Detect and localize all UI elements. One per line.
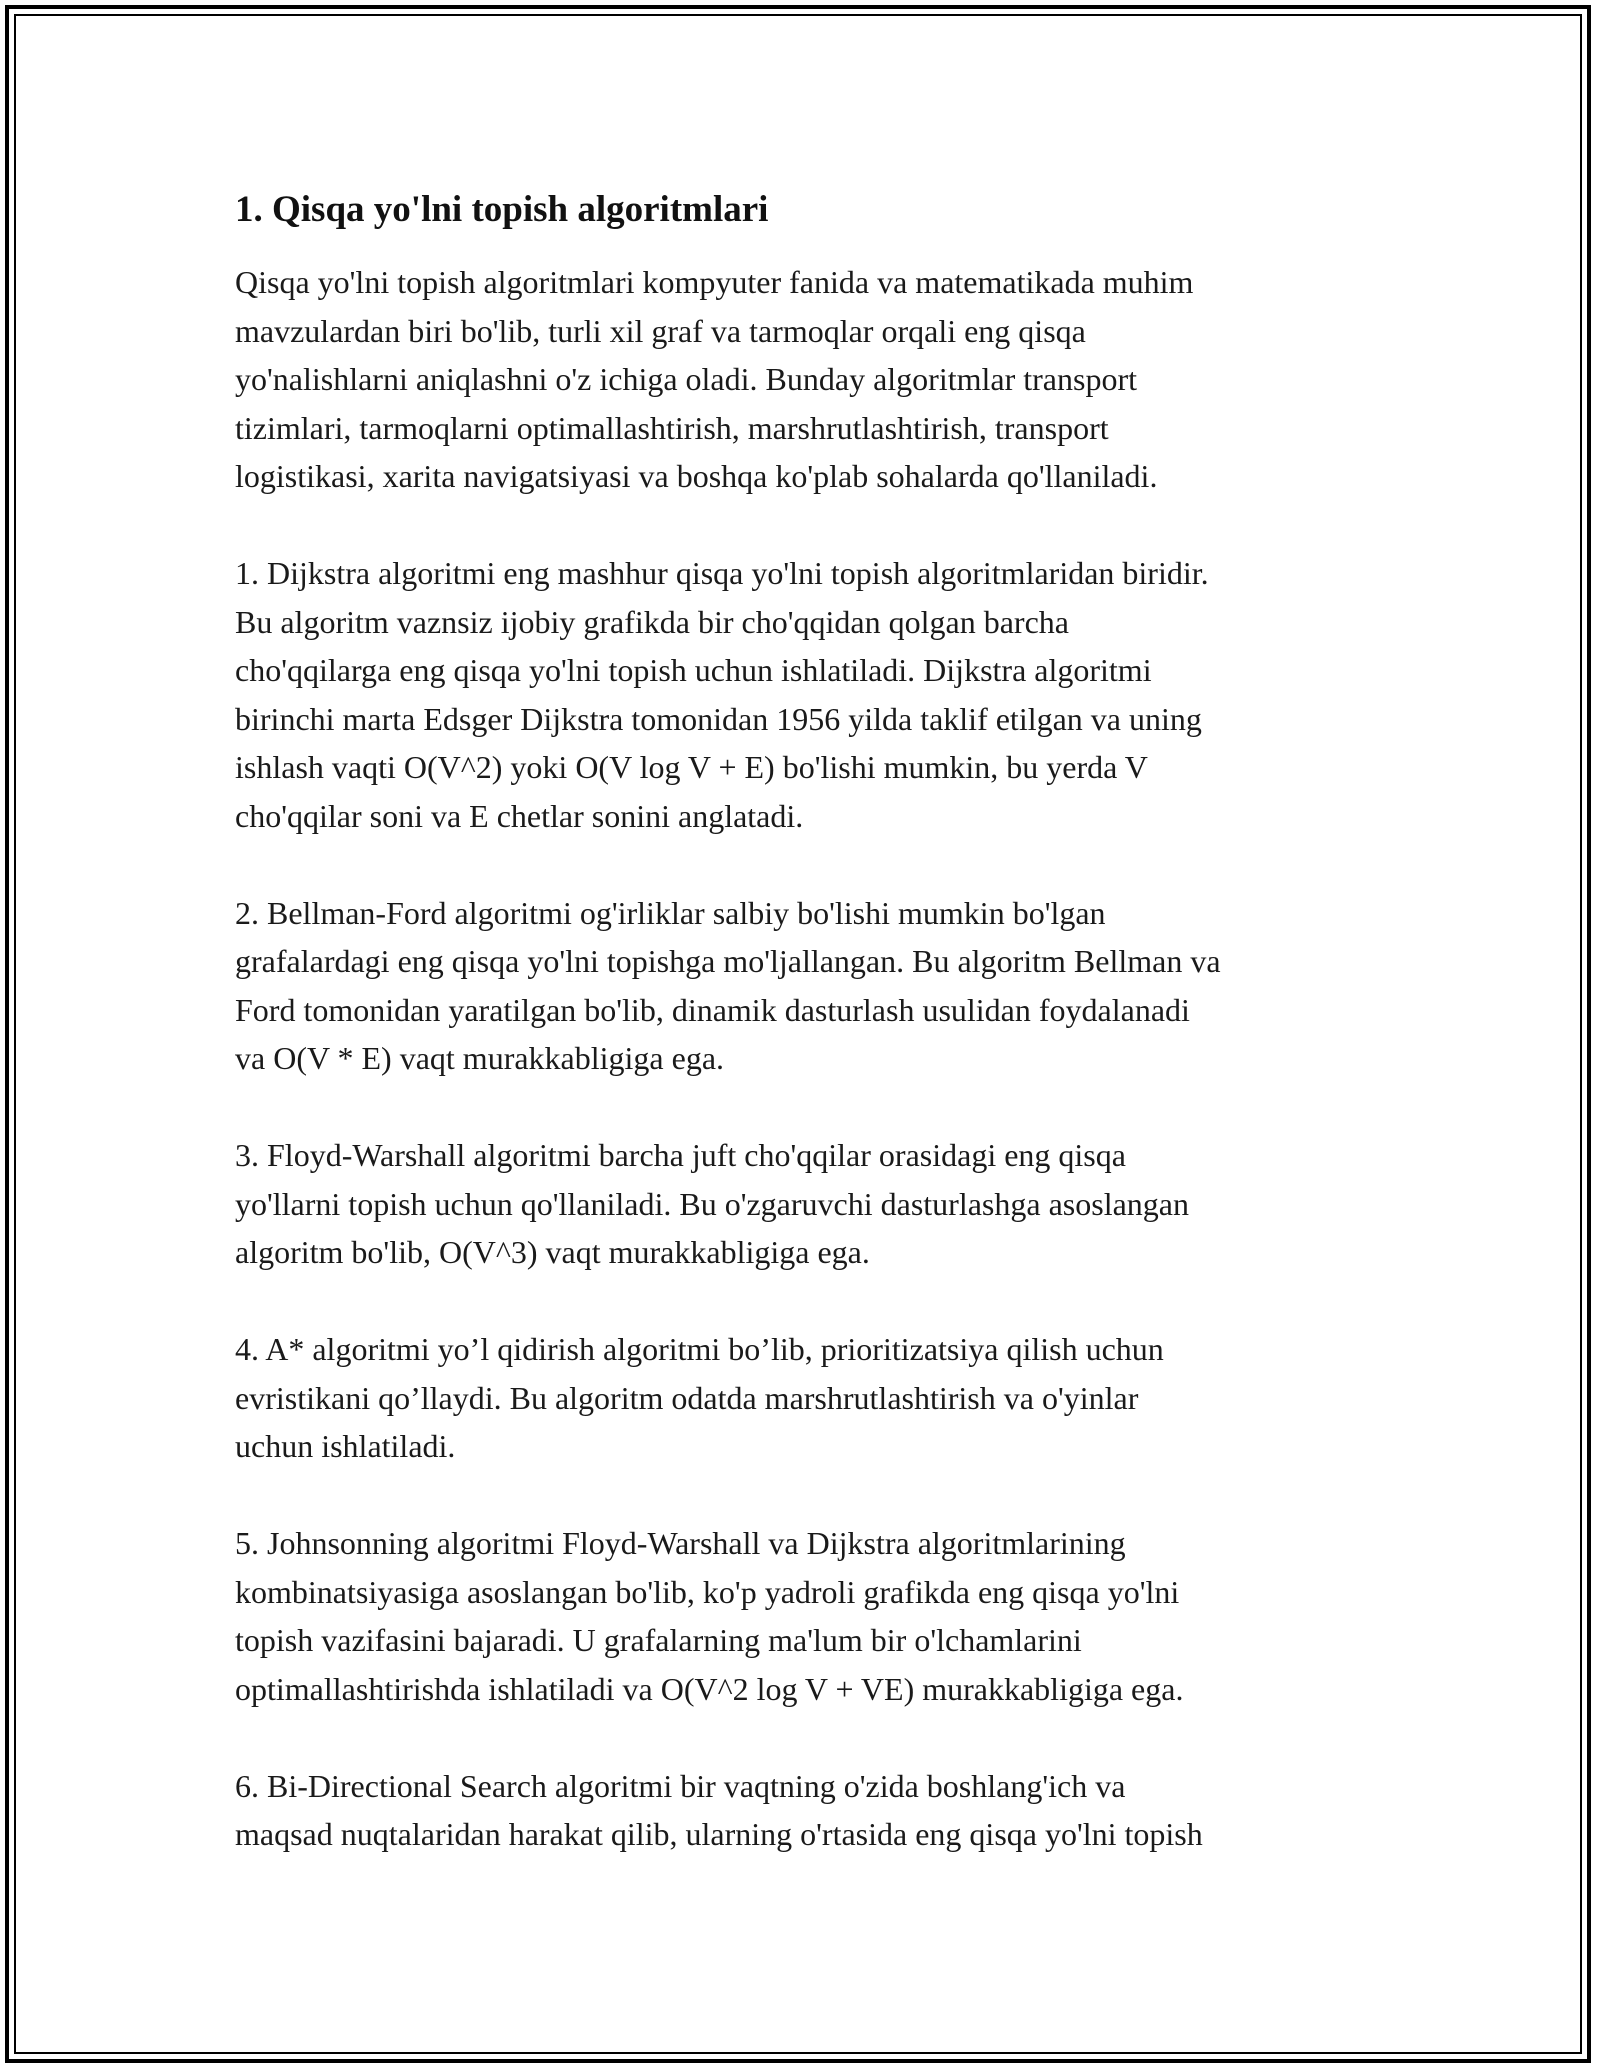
paragraph-bidirectional-search: 6. Bi-Directional Search algoritmi bir vaqtning o'zida boshlang'ich va maqsad nuqtalaridan harakat qilib, ularning o'rtasida eng qisqa yo'lni topish bbox=[235, 1767, 1203, 1852]
document-title: 1. Qisqa yo'lni topish algoritmlari bbox=[235, 189, 769, 230]
paragraph-intro: Qisqa yo'lni topish algoritmlari kompyuter fanida va matematikada muhim mavzulardan biri bo'lib, turli xil graf va tarmoqlar orqali eng qisqa yo'nalishlarni aniqlashni o'z ichiga oladi. Bunday algoritmlar transport tizimlari, tarmoqlarni optimallashtirish, marshrutlashtirish, transport logistikasi, xarita navigatsiyasi va boshqa ko'plab sohalarda qo'llaniladi. bbox=[235, 264, 1194, 494]
paragraph-dijkstra: 1. Dijkstra algoritmi eng mashhur qisqa yo'lni topish algoritmlaridan biridir. Bu algoritm vaznsiz ijobiy grafikda bir cho'qqidan qolgan barcha cho'qqilarga eng qisqa yo'lni topish uchun ishlatiladi. Dijkstra algoritmi birinchi marta Edsger Dijkstra tomonidan 1956 yilda taklif etilgan va uning ishlash vaqti O(V^2) yoki O(V log V + E) bo'lishi mumkin, bu yerda V cho'qqilar soni va E chetlar sonini anglatadi. bbox=[235, 555, 1209, 834]
paragraph-bellman-ford: 2. Bellman-Ford algoritmi og'irliklar salbiy bo'lishi mumkin bo'lgan grafalardagi eng qisqa yo'lni topishga mo'ljallangan. Bu algoritm Bellman va Ford tomonidan yaratilgan bo'lib, dinamik dasturlash usulidan foydalanadi va O(V * E) vaqt murakkabligiga ega. bbox=[235, 894, 1221, 1076]
paragraph-a-star: 4. A* algoritmi yo’l qidirish algoritmi bo’lib, prioritizatsiya qilish uchun evristikani qo’llaydi. Bu algoritm odatda marshrutlashtirish va o'yinlar uchun ishlatiladi. bbox=[235, 1331, 1164, 1464]
document-body bbox=[235, 186, 1395, 1907]
paragraph-johnson: 5. Johnsonning algoritmi Floyd-Warshall va Dijkstra algoritmlarining kombinatsiyasiga asoslangan bo'lib, ko'p yadroli grafikda eng qisqa yo'lni topish vazifasini bajaradi. U grafalarning ma'lum bir o'lchamlarini optimallashtirishda ishlatiladi va O(V^2 log V + VE) murakkabligiga ega. bbox=[235, 1525, 1184, 1707]
paragraph-floyd-warshall: 3. Floyd-Warshall algoritmi barcha juft cho'qqilar orasidagi eng qisqa yo'llarni topish uchun qo'llaniladi. Bu o'zgaruvchi dasturlashga asoslangan algoritm bo'lib, O(V^3) vaqt murakkabligiga ega. bbox=[235, 1137, 1189, 1270]
